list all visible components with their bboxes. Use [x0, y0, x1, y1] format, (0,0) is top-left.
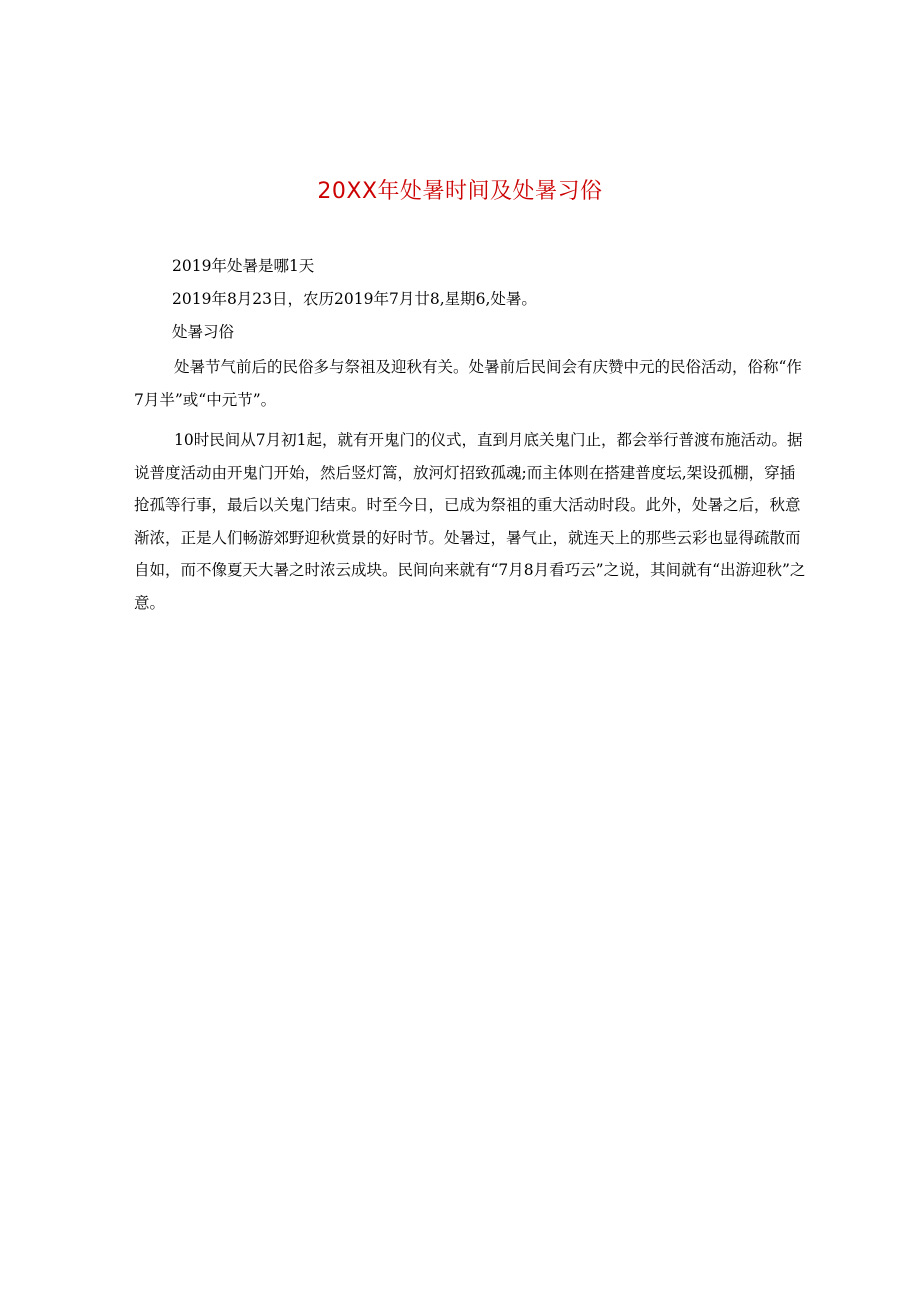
answer-line: 2019年8月23日，农历2019年7月廿8,星期6,处暑。 [172, 290, 537, 308]
paragraph: 10时民间从7月初1起，就有开鬼门的仪式，直到月底关鬼门止，都会举行普渡布施活动。据说普度活动由开鬼门开始，然后竖灯篙，放河灯招致孤魂;而主体则在搭建普度坛,架设孤棚，穿插抢孤等行事，最后以关鬼门结束。时至今日，已成为祭祖的重大活动时段。此外，处暑之后，秋意渐浓，正是人们畅游郊野迎秋赏景的好时节。处暑过，暑气止，就连天上的那些云彩也显得疏散而自如，而不像夏天大暑之时浓云成块。民间向来就有“7月8月看巧云”之说，其间就有“出游迎秋”之意。 [134, 431, 806, 612]
document-title: 20XX年处暑时间及处暑习俗 [317, 179, 603, 204]
paragraph: 处暑节气前后的民俗多与祭祖及迎秋有关。处暑前后民间会有庆赞中元的民俗活动，俗称“作7月半”或“中元节”。 [134, 358, 802, 409]
section-heading: 处暑习俗 [172, 323, 235, 341]
document-body [134, 250, 806, 619]
question-line: 2019年处暑是哪1天 [172, 257, 315, 275]
